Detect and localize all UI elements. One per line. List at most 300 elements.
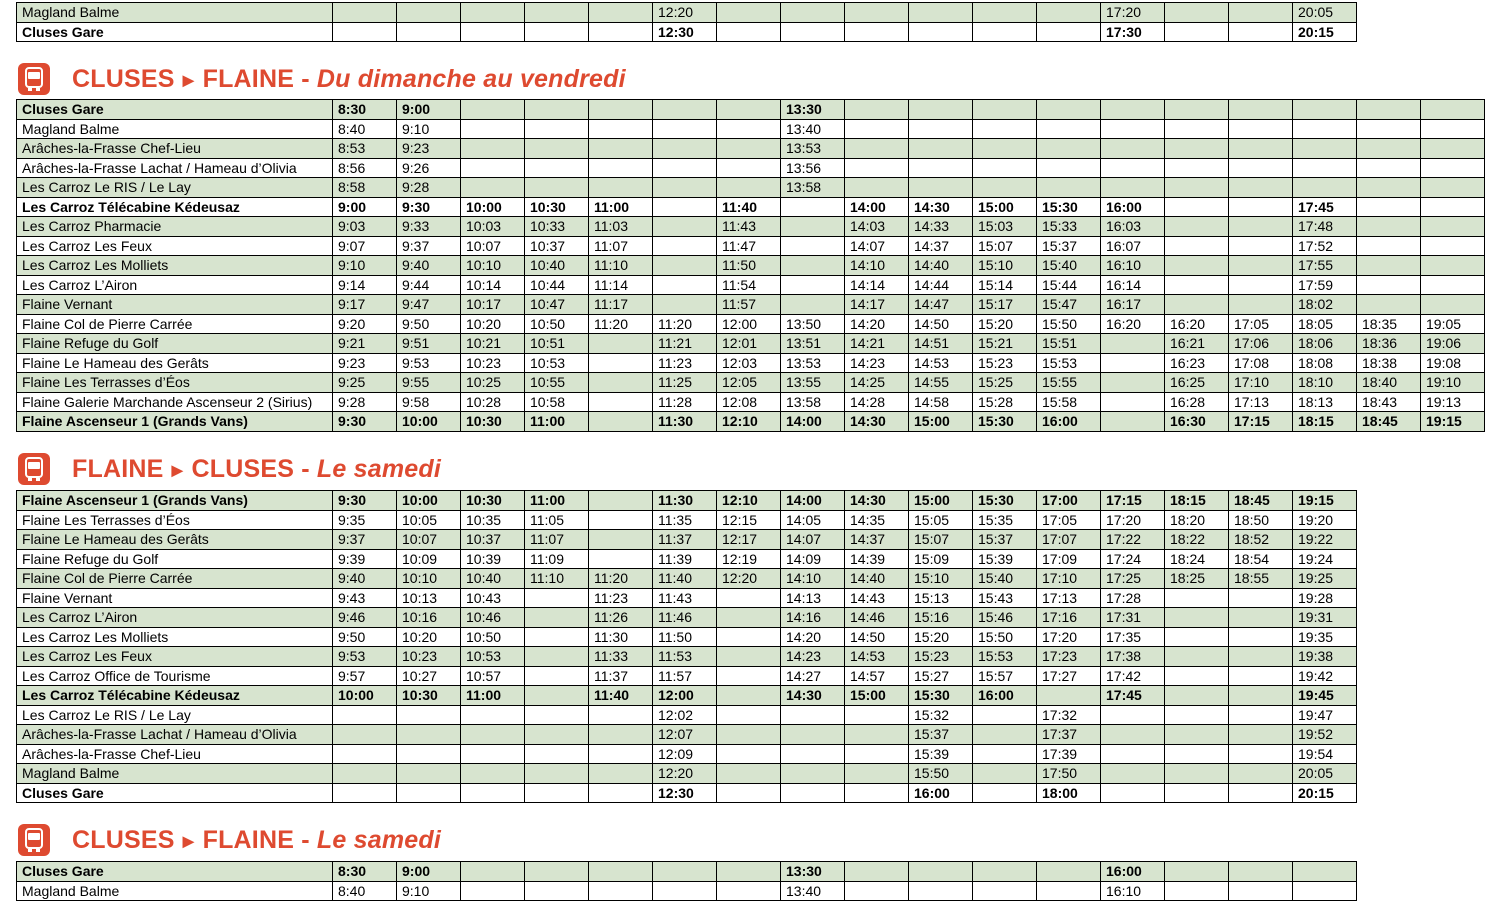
departure-time-cell xyxy=(781,744,845,764)
departure-time-cell: 18:13 xyxy=(1293,392,1357,412)
departure-time-cell: 10:57 xyxy=(461,666,525,686)
stop-name-cell: Les Carroz Télécabine Kédeusaz xyxy=(17,197,333,217)
departure-time-cell: 18:35 xyxy=(1357,314,1421,334)
departure-time-cell: 12:19 xyxy=(717,549,781,569)
departure-time-cell: 9:30 xyxy=(333,412,397,432)
table-row xyxy=(17,725,1357,745)
stop-name-cell: Magland Balme xyxy=(17,3,333,23)
departure-time-cell: 11:00 xyxy=(525,491,589,511)
route-days: Le samedi xyxy=(316,454,441,483)
departure-time-cell xyxy=(525,783,589,803)
departure-time-cell: 14:23 xyxy=(845,353,909,373)
departure-time-cell xyxy=(589,491,653,511)
stop-name-cell: Flaine Les Terrasses d’Éos xyxy=(17,510,333,530)
departure-time-cell: 11:57 xyxy=(653,666,717,686)
stop-name-cell: Flaine Col de Pierre Carrée xyxy=(17,314,333,334)
departure-time-cell: 18:24 xyxy=(1165,549,1229,569)
stop-name-cell: Cluses Gare xyxy=(17,862,333,882)
table-row xyxy=(17,862,1357,882)
departure-time-cell: 8:40 xyxy=(333,881,397,901)
departure-time-cell: 13:51 xyxy=(781,334,845,354)
table-row xyxy=(17,510,1357,530)
table-row xyxy=(17,178,1485,198)
departure-time-cell: 11:30 xyxy=(653,491,717,511)
departure-time-cell: 19:47 xyxy=(1293,705,1357,725)
departure-time-cell: 11:23 xyxy=(589,588,653,608)
route-origin: CLUSES xyxy=(72,825,175,854)
departure-time-cell: 15:39 xyxy=(973,549,1037,569)
departure-time-cell: 10:58 xyxy=(525,392,589,412)
departure-time-cell: 17:32 xyxy=(1037,705,1101,725)
departure-time-cell: 18:02 xyxy=(1293,295,1357,315)
departure-time-cell: 17:20 xyxy=(1037,627,1101,647)
departure-time-cell xyxy=(589,158,653,178)
departure-time-cell xyxy=(1421,158,1485,178)
departure-time-cell: 9:23 xyxy=(397,139,461,159)
stop-name-cell: Magland Balme xyxy=(17,881,333,901)
departure-time-cell: 10:09 xyxy=(397,549,461,569)
departure-time-cell: 17:05 xyxy=(1229,314,1293,334)
departure-time-cell: 15:07 xyxy=(973,236,1037,256)
departure-time-cell: 10:44 xyxy=(525,275,589,295)
departure-time-cell: 10:23 xyxy=(461,353,525,373)
departure-time-cell xyxy=(1229,217,1293,237)
departure-time-cell xyxy=(333,744,397,764)
departure-time-cell: 15:28 xyxy=(973,392,1037,412)
stop-name-cell: Cluses Gare xyxy=(17,783,333,803)
departure-time-cell: 10:51 xyxy=(525,334,589,354)
departure-time-cell: 19:15 xyxy=(1421,412,1485,432)
departure-time-cell xyxy=(717,744,781,764)
departure-time-cell: 13:53 xyxy=(781,353,845,373)
table-row xyxy=(17,783,1357,803)
section-title xyxy=(72,65,626,94)
departure-time-cell: 14:33 xyxy=(909,217,973,237)
departure-time-cell: 14:07 xyxy=(845,236,909,256)
departure-time-cell xyxy=(1165,881,1229,901)
departure-time-cell xyxy=(461,119,525,139)
departure-time-cell xyxy=(1293,862,1357,882)
departure-time-cell: 15:58 xyxy=(1037,392,1101,412)
departure-time-cell xyxy=(1165,725,1229,745)
stop-name-cell: Magland Balme xyxy=(17,764,333,784)
departure-time-cell: 9:35 xyxy=(333,510,397,530)
route-destination: FLAINE - xyxy=(202,64,310,93)
departure-time-cell xyxy=(973,881,1037,901)
departure-time-cell: 15:43 xyxy=(973,588,1037,608)
departure-time-cell: 14:23 xyxy=(781,647,845,667)
departure-time-cell xyxy=(973,22,1037,42)
departure-time-cell xyxy=(1229,178,1293,198)
departure-time-cell: 10:00 xyxy=(461,197,525,217)
departure-time-cell xyxy=(653,295,717,315)
departure-time-cell: 15:30 xyxy=(1037,197,1101,217)
table-row xyxy=(17,744,1357,764)
departure-time-cell: 14:03 xyxy=(845,217,909,237)
departure-time-cell xyxy=(589,139,653,159)
departure-time-cell xyxy=(1165,119,1229,139)
departure-time-cell xyxy=(781,725,845,745)
departure-time-cell xyxy=(589,373,653,393)
departure-time-cell: 16:20 xyxy=(1101,314,1165,334)
departure-time-cell: 11:25 xyxy=(653,373,717,393)
stop-name-cell: Les Carroz Le RIS / Le Lay xyxy=(17,705,333,725)
departure-time-cell: 15:33 xyxy=(1037,217,1101,237)
departure-time-cell: 17:27 xyxy=(1037,666,1101,686)
departure-time-cell xyxy=(461,783,525,803)
route-destination: CLUSES - xyxy=(191,454,310,483)
departure-time-cell: 10:53 xyxy=(461,647,525,667)
departure-time-cell: 13:40 xyxy=(781,881,845,901)
departure-time-cell: 15:10 xyxy=(973,256,1037,276)
departure-time-cell xyxy=(525,744,589,764)
departure-time-cell: 18:52 xyxy=(1229,530,1293,550)
departure-time-cell xyxy=(333,783,397,803)
departure-time-cell xyxy=(589,412,653,432)
arrow-icon: ► xyxy=(178,830,199,853)
departure-time-cell xyxy=(845,139,909,159)
departure-time-cell xyxy=(1357,217,1421,237)
departure-time-cell: 16:21 xyxy=(1165,334,1229,354)
departure-time-cell: 9:20 xyxy=(333,314,397,334)
departure-time-cell xyxy=(589,881,653,901)
stop-name-cell: Les Carroz L’Airon xyxy=(17,608,333,628)
stop-name-cell: Arâches-la-Frasse Chef-Lieu xyxy=(17,139,333,159)
departure-time-cell: 11:30 xyxy=(589,627,653,647)
departure-time-cell xyxy=(1037,100,1101,120)
departure-time-cell xyxy=(1165,744,1229,764)
departure-time-cell xyxy=(653,139,717,159)
departure-time-cell: 17:20 xyxy=(1101,510,1165,530)
departure-time-cell: 10:20 xyxy=(461,314,525,334)
departure-time-cell xyxy=(589,334,653,354)
departure-time-cell: 14:50 xyxy=(845,627,909,647)
departure-time-cell: 9:26 xyxy=(397,158,461,178)
stop-name-cell: Les Carroz Les Feux xyxy=(17,236,333,256)
departure-time-cell xyxy=(1229,588,1293,608)
departure-time-cell: 15:32 xyxy=(909,705,973,725)
departure-time-cell xyxy=(653,158,717,178)
departure-time-cell xyxy=(1037,139,1101,159)
table-row xyxy=(17,412,1485,432)
departure-time-cell: 11:40 xyxy=(653,569,717,589)
departure-time-cell: 11:46 xyxy=(653,608,717,628)
departure-time-cell xyxy=(973,705,1037,725)
departure-time-cell xyxy=(1165,608,1229,628)
departure-time-cell: 15:20 xyxy=(909,627,973,647)
departure-time-cell: 15:00 xyxy=(909,491,973,511)
table-row xyxy=(17,530,1357,550)
departure-time-cell xyxy=(461,100,525,120)
departure-time-cell xyxy=(461,725,525,745)
table-row xyxy=(17,705,1357,725)
departure-time-cell: 10:35 xyxy=(461,510,525,530)
departure-time-cell xyxy=(1421,256,1485,276)
departure-time-cell xyxy=(1421,139,1485,159)
departure-time-cell: 17:23 xyxy=(1037,647,1101,667)
table-row xyxy=(17,608,1357,628)
departure-time-cell: 10:53 xyxy=(525,353,589,373)
departure-time-cell: 15:30 xyxy=(909,686,973,706)
departure-time-cell xyxy=(653,178,717,198)
table-row xyxy=(17,139,1485,159)
departure-time-cell: 15:17 xyxy=(973,295,1037,315)
departure-time-cell: 10:30 xyxy=(397,686,461,706)
departure-time-cell xyxy=(589,744,653,764)
departure-time-cell: 10:07 xyxy=(397,530,461,550)
departure-time-cell: 10:20 xyxy=(397,627,461,647)
departure-time-cell: 16:10 xyxy=(1101,881,1165,901)
stop-name-cell: Les Carroz Le RIS / Le Lay xyxy=(17,178,333,198)
departure-time-cell xyxy=(1229,197,1293,217)
departure-time-cell: 14:46 xyxy=(845,608,909,628)
departure-time-cell xyxy=(1293,881,1357,901)
departure-time-cell: 10:39 xyxy=(461,549,525,569)
departure-time-cell: 14:40 xyxy=(845,569,909,589)
departure-time-cell xyxy=(1229,236,1293,256)
departure-time-cell xyxy=(525,139,589,159)
departure-time-cell: 13:58 xyxy=(781,178,845,198)
departure-time-cell: 11:39 xyxy=(653,549,717,569)
departure-time-cell: 18:00 xyxy=(1037,783,1101,803)
departure-time-cell xyxy=(1165,22,1229,42)
departure-time-cell: 19:38 xyxy=(1293,647,1357,667)
departure-time-cell: 11:43 xyxy=(653,588,717,608)
departure-time-cell xyxy=(781,22,845,42)
departure-time-cell: 14:53 xyxy=(845,647,909,667)
departure-time-cell: 18:08 xyxy=(1293,353,1357,373)
departure-time-cell: 20:05 xyxy=(1293,764,1357,784)
departure-time-cell xyxy=(973,725,1037,745)
departure-time-cell xyxy=(1037,862,1101,882)
departure-time-cell: 11:00 xyxy=(461,686,525,706)
departure-time-cell: 13:30 xyxy=(781,862,845,882)
route-origin: CLUSES xyxy=(72,64,175,93)
departure-time-cell: 10:55 xyxy=(525,373,589,393)
departure-time-cell xyxy=(1357,158,1421,178)
departure-time-cell: 14:27 xyxy=(781,666,845,686)
departure-time-cell xyxy=(589,705,653,725)
departure-time-cell: 15:00 xyxy=(909,412,973,432)
departure-time-cell: 9:51 xyxy=(397,334,461,354)
departure-time-cell: 11:20 xyxy=(589,314,653,334)
departure-time-cell xyxy=(461,705,525,725)
departure-time-cell: 10:40 xyxy=(461,569,525,589)
departure-time-cell: 19:31 xyxy=(1293,608,1357,628)
bus-icon xyxy=(18,63,50,95)
departure-time-cell xyxy=(1229,725,1293,745)
departure-time-cell: 10:00 xyxy=(397,412,461,432)
departure-time-cell xyxy=(1421,217,1485,237)
departure-time-cell: 9:43 xyxy=(333,588,397,608)
table-row xyxy=(17,686,1357,706)
stop-name-cell: Flaine Les Terrasses d’Éos xyxy=(17,373,333,393)
departure-time-cell xyxy=(781,197,845,217)
departure-time-cell: 14:47 xyxy=(909,295,973,315)
departure-time-cell: 17:15 xyxy=(1229,412,1293,432)
table-row xyxy=(17,119,1485,139)
departure-time-cell: 14:55 xyxy=(909,373,973,393)
table-row xyxy=(17,217,1485,237)
departure-time-cell: 11:07 xyxy=(525,530,589,550)
departure-time-cell: 14:44 xyxy=(909,275,973,295)
departure-time-cell xyxy=(525,862,589,882)
departure-time-cell xyxy=(653,100,717,120)
departure-time-cell: 17:06 xyxy=(1229,334,1293,354)
departure-time-cell: 18:45 xyxy=(1357,412,1421,432)
table-row xyxy=(17,569,1357,589)
departure-time-cell xyxy=(653,862,717,882)
departure-time-cell xyxy=(1037,158,1101,178)
bus-icon xyxy=(18,824,50,856)
departure-time-cell xyxy=(1421,178,1485,198)
departure-time-cell: 11:50 xyxy=(653,627,717,647)
departure-time-cell: 12:20 xyxy=(717,569,781,589)
departure-time-cell xyxy=(1293,100,1357,120)
departure-time-cell: 14:25 xyxy=(845,373,909,393)
departure-time-cell xyxy=(1229,764,1293,784)
departure-time-cell: 17:13 xyxy=(1229,392,1293,412)
departure-time-cell xyxy=(653,275,717,295)
section-header-flaine-cluses-saturday xyxy=(18,452,441,486)
stop-name-cell: Cluses Gare xyxy=(17,22,333,42)
departure-time-cell xyxy=(1101,392,1165,412)
departure-time-cell: 19:15 xyxy=(1293,491,1357,511)
departure-time-cell xyxy=(1229,275,1293,295)
table-row xyxy=(17,491,1357,511)
departure-time-cell xyxy=(717,627,781,647)
departure-time-cell: 14:10 xyxy=(781,569,845,589)
departure-time-cell: 19:22 xyxy=(1293,530,1357,550)
departure-time-cell: 19:52 xyxy=(1293,725,1357,745)
departure-time-cell xyxy=(1101,353,1165,373)
departure-time-cell xyxy=(909,862,973,882)
departure-time-cell: 17:59 xyxy=(1293,275,1357,295)
departure-time-cell: 14:10 xyxy=(845,256,909,276)
section-header-cluses-flaine-saturday xyxy=(18,823,441,857)
stop-name-cell: Les Carroz Les Molliets xyxy=(17,627,333,647)
departure-time-cell: 10:43 xyxy=(461,588,525,608)
departure-time-cell xyxy=(973,139,1037,159)
departure-time-cell: 11:40 xyxy=(589,686,653,706)
departure-time-cell: 9:25 xyxy=(333,373,397,393)
departure-time-cell: 9:23 xyxy=(333,353,397,373)
departure-time-cell: 14:30 xyxy=(845,412,909,432)
departure-time-cell: 9:50 xyxy=(397,314,461,334)
departure-time-cell xyxy=(909,3,973,23)
departure-time-cell xyxy=(717,862,781,882)
departure-time-cell xyxy=(589,392,653,412)
departure-time-cell: 12:05 xyxy=(717,373,781,393)
departure-time-cell: 9:57 xyxy=(333,666,397,686)
departure-time-cell xyxy=(525,100,589,120)
departure-time-cell: 10:50 xyxy=(461,627,525,647)
departure-time-cell: 12:20 xyxy=(653,764,717,784)
departure-time-cell: 18:45 xyxy=(1229,491,1293,511)
route-days: Le samedi xyxy=(316,825,441,854)
table-row xyxy=(17,197,1485,217)
departure-time-cell: 9:44 xyxy=(397,275,461,295)
section-title xyxy=(72,455,441,484)
departure-time-cell: 15:00 xyxy=(845,686,909,706)
departure-time-cell: 12:00 xyxy=(653,686,717,706)
departure-time-cell xyxy=(397,783,461,803)
departure-time-cell: 17:31 xyxy=(1101,608,1165,628)
stop-name-cell: Arâches-la-Frasse Chef-Lieu xyxy=(17,744,333,764)
departure-time-cell xyxy=(333,705,397,725)
departure-time-cell: 16:14 xyxy=(1101,275,1165,295)
departure-time-cell: 18:22 xyxy=(1165,530,1229,550)
departure-time-cell: 14:30 xyxy=(781,686,845,706)
stop-name-cell: Flaine Vernant xyxy=(17,295,333,315)
arrow-icon: ► xyxy=(167,459,188,482)
departure-time-cell xyxy=(1165,705,1229,725)
departure-time-cell: 19:45 xyxy=(1293,686,1357,706)
departure-time-cell xyxy=(589,510,653,530)
departure-time-cell: 10:47 xyxy=(525,295,589,315)
departure-time-cell: 19:35 xyxy=(1293,627,1357,647)
departure-time-cell xyxy=(1229,744,1293,764)
departure-time-cell: 17:52 xyxy=(1293,236,1357,256)
departure-time-cell: 12:30 xyxy=(653,783,717,803)
departure-time-cell: 9:03 xyxy=(333,217,397,237)
departure-time-cell: 10:03 xyxy=(461,217,525,237)
departure-time-cell: 19:06 xyxy=(1421,334,1485,354)
departure-time-cell xyxy=(1165,783,1229,803)
departure-time-cell: 17:35 xyxy=(1101,627,1165,647)
departure-time-cell: 18:06 xyxy=(1293,334,1357,354)
departure-time-cell: 11:20 xyxy=(589,569,653,589)
departure-time-cell: 15:40 xyxy=(1037,256,1101,276)
departure-time-cell xyxy=(717,725,781,745)
departure-time-cell xyxy=(781,764,845,784)
stop-name-cell: Les Carroz Office de Tourisme xyxy=(17,666,333,686)
departure-time-cell: 11:54 xyxy=(717,275,781,295)
departure-time-cell xyxy=(1229,3,1293,23)
departure-time-cell xyxy=(1293,158,1357,178)
departure-time-cell xyxy=(461,22,525,42)
departure-time-cell xyxy=(525,178,589,198)
departure-time-cell: 10:37 xyxy=(461,530,525,550)
departure-time-cell: 11:20 xyxy=(653,314,717,334)
departure-time-cell: 14:21 xyxy=(845,334,909,354)
departure-time-cell xyxy=(1165,217,1229,237)
departure-time-cell xyxy=(461,764,525,784)
departure-time-cell: 15:30 xyxy=(973,412,1037,432)
departure-time-cell xyxy=(717,647,781,667)
departure-time-cell xyxy=(589,530,653,550)
departure-time-cell: 14:58 xyxy=(909,392,973,412)
departure-time-cell xyxy=(973,158,1037,178)
departure-time-cell: 15:51 xyxy=(1037,334,1101,354)
departure-time-cell: 18:25 xyxy=(1165,569,1229,589)
departure-time-cell xyxy=(845,783,909,803)
departure-time-cell: 12:01 xyxy=(717,334,781,354)
departure-time-cell xyxy=(909,178,973,198)
departure-time-cell: 12:20 xyxy=(653,3,717,23)
departure-time-cell xyxy=(653,217,717,237)
departure-time-cell xyxy=(525,666,589,686)
departure-time-cell xyxy=(717,22,781,42)
departure-time-cell: 11:10 xyxy=(589,256,653,276)
departure-time-cell: 15:55 xyxy=(1037,373,1101,393)
departure-time-cell: 9:37 xyxy=(333,530,397,550)
departure-time-cell: 11:09 xyxy=(525,549,589,569)
departure-time-cell xyxy=(1421,119,1485,139)
departure-time-cell: 17:45 xyxy=(1293,197,1357,217)
departure-time-cell xyxy=(717,100,781,120)
table-row xyxy=(17,353,1485,373)
